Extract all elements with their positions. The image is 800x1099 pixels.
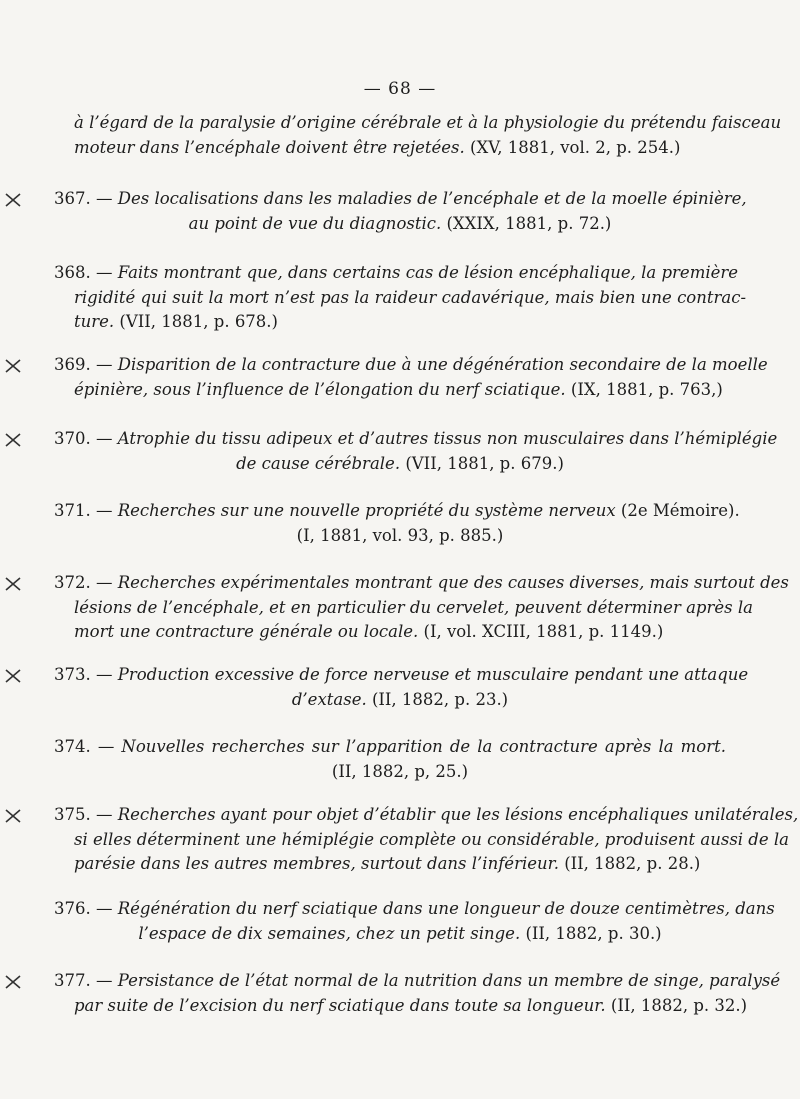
entry-title: Disparition de la contracture due à une dégénération secondaire de la moelle xyxy=(117,355,768,374)
entry-line xyxy=(74,621,663,643)
entry-title: Production excessive de force nerveuse et musculaire pendant une attaque xyxy=(117,665,749,684)
entry-line xyxy=(74,923,726,945)
entry-title: Nouvelles recherches sur l’apparition de la contracture après la mort. xyxy=(121,737,726,756)
cross-mark-icon xyxy=(4,192,24,212)
entry-reference: (II, 1882, p. 23.) xyxy=(366,689,509,709)
entry-number: 369. — xyxy=(54,355,118,374)
cross-mark-icon xyxy=(4,358,24,378)
entry-reference: (XXIX, 1881, p. 72.) xyxy=(441,213,612,233)
entry-title: Des localisations dans les maladies de l’encéphale et de la moelle épinière, xyxy=(117,189,747,208)
entry-line xyxy=(54,804,799,826)
entry-line xyxy=(54,428,778,450)
entry-title: parésie dans les autres membres, surtout dans l’inférieur. xyxy=(74,854,559,873)
entry-line xyxy=(54,188,747,210)
entry-line xyxy=(74,213,726,235)
entry-line xyxy=(54,500,740,522)
entry-number: 368. — xyxy=(54,263,118,282)
entry-reference: (XV, 1881, vol. 2, p. 254.) xyxy=(464,137,681,157)
entry-title: par suite de l’excision du nerf sciatique dans toute sa longueur. xyxy=(74,995,606,1015)
entry-number: 370. — xyxy=(54,429,118,448)
entry-title: à l’égard de la paralysie d’origine cérébrale et à la physiologie du prétendu faisceau xyxy=(74,113,782,132)
entry-reference: (II, 1882, p, 25.) xyxy=(331,761,469,781)
entry-reference: (IX, 1881, p. 763,) xyxy=(565,379,723,399)
entry-line xyxy=(54,898,775,920)
cross-mark-icon xyxy=(4,974,24,994)
entry-line xyxy=(74,453,726,475)
entry-reference: (I, vol. XCIII, 1881, p. 1149.) xyxy=(418,622,664,641)
entry-reference: (2e Mémoire). xyxy=(615,501,740,520)
cross-mark-icon xyxy=(4,432,24,452)
entry-reference: (I, 1881, vol. 93, p. 885.) xyxy=(296,525,504,545)
entry-line xyxy=(74,311,278,333)
entry-title: Recherches expérimentales montrant que des causes diverses, mais surtout des xyxy=(117,573,789,592)
entry-title: Régénération du nerf sciatique dans une longueur de douze centimètres, dans xyxy=(117,899,775,918)
entry-number: 371. — xyxy=(54,501,118,520)
entry-line xyxy=(74,995,747,1017)
entry-line xyxy=(74,689,726,711)
entry-line xyxy=(74,287,747,309)
entry-title: au point de vue du diagnostic. xyxy=(188,213,442,233)
entry-reference: (II, 1882, p. 28.) xyxy=(558,854,701,873)
entry-title: Faits montrant que, dans certains cas de lésion encéphalique, la première xyxy=(117,263,739,282)
entry-title: Recherches sur une nouvelle propriété du système nerveux xyxy=(117,501,616,520)
entry-title: rigidité qui suit la mort n’est pas la raideur cadavérique, mais bien une contrac- xyxy=(74,287,747,307)
entry-number: 367. — xyxy=(54,189,118,208)
entry-reference: (II, 1882, p. 32.) xyxy=(605,995,748,1015)
entry-line xyxy=(54,664,749,686)
entry-number: 375. — xyxy=(54,805,118,824)
entry-title: lésions de l’encéphale, et en particulier du cervelet, peuvent déterminer après la xyxy=(74,597,753,617)
entry-number: 374. — xyxy=(54,737,122,756)
entry-title: mort une contracture générale ou locale. xyxy=(74,622,419,641)
entry-title: épinière, sous l’influence de l’élongation du nerf sciatique. xyxy=(74,379,566,399)
entry-title: d’extase. xyxy=(291,689,367,709)
entry-line xyxy=(54,970,781,992)
entry-title: de cause cérébrale. xyxy=(236,453,401,473)
entry-line xyxy=(54,262,739,284)
entry-reference: (VII, 1881, p. 679.) xyxy=(400,453,564,473)
cross-mark-icon xyxy=(4,668,24,688)
page-number: — 68 — xyxy=(363,79,437,99)
cross-mark-icon xyxy=(4,576,24,596)
entry-line xyxy=(74,112,782,134)
entry-line xyxy=(74,761,726,783)
entry-title: moteur dans l’encéphale doivent être rejetées. xyxy=(74,137,465,157)
entry-reference: (II, 1882, p. 30.) xyxy=(520,923,662,943)
entry-line xyxy=(74,853,700,875)
entry-title: Persistance de l’état normal de la nutrition dans un membre de singe, paralysé xyxy=(117,971,781,990)
entry-line xyxy=(54,572,789,594)
entry-title: ture. xyxy=(74,312,115,331)
entry-line xyxy=(74,137,680,159)
entry-line xyxy=(74,829,789,851)
entry-number: 376. — xyxy=(54,899,118,918)
entry-title: Atrophie du tissu adipeux et d’autres tissus non musculaires dans l’hémiplégie xyxy=(117,429,778,448)
entry-line xyxy=(54,354,768,376)
cross-mark-icon xyxy=(4,808,24,828)
entry-title: Recherches ayant pour objet d’établir que les lésions encéphaliques unilatérales, xyxy=(117,805,799,824)
entry-line xyxy=(74,379,723,401)
entry-number: 372. — xyxy=(54,573,118,592)
entry-line xyxy=(54,736,726,758)
entry-title: si elles déterminent une hémiplégie complète ou considérable, produisent aussi de la xyxy=(74,829,789,849)
entry-title: l’espace de dix semaines, chez un petit singe. xyxy=(138,923,521,943)
entry-reference: (VII, 1881, p. 678.) xyxy=(114,312,278,331)
entry-number: 377. — xyxy=(54,971,118,990)
entry-line xyxy=(74,597,753,619)
entry-number: 373. — xyxy=(54,665,118,684)
entry-line xyxy=(74,525,726,547)
